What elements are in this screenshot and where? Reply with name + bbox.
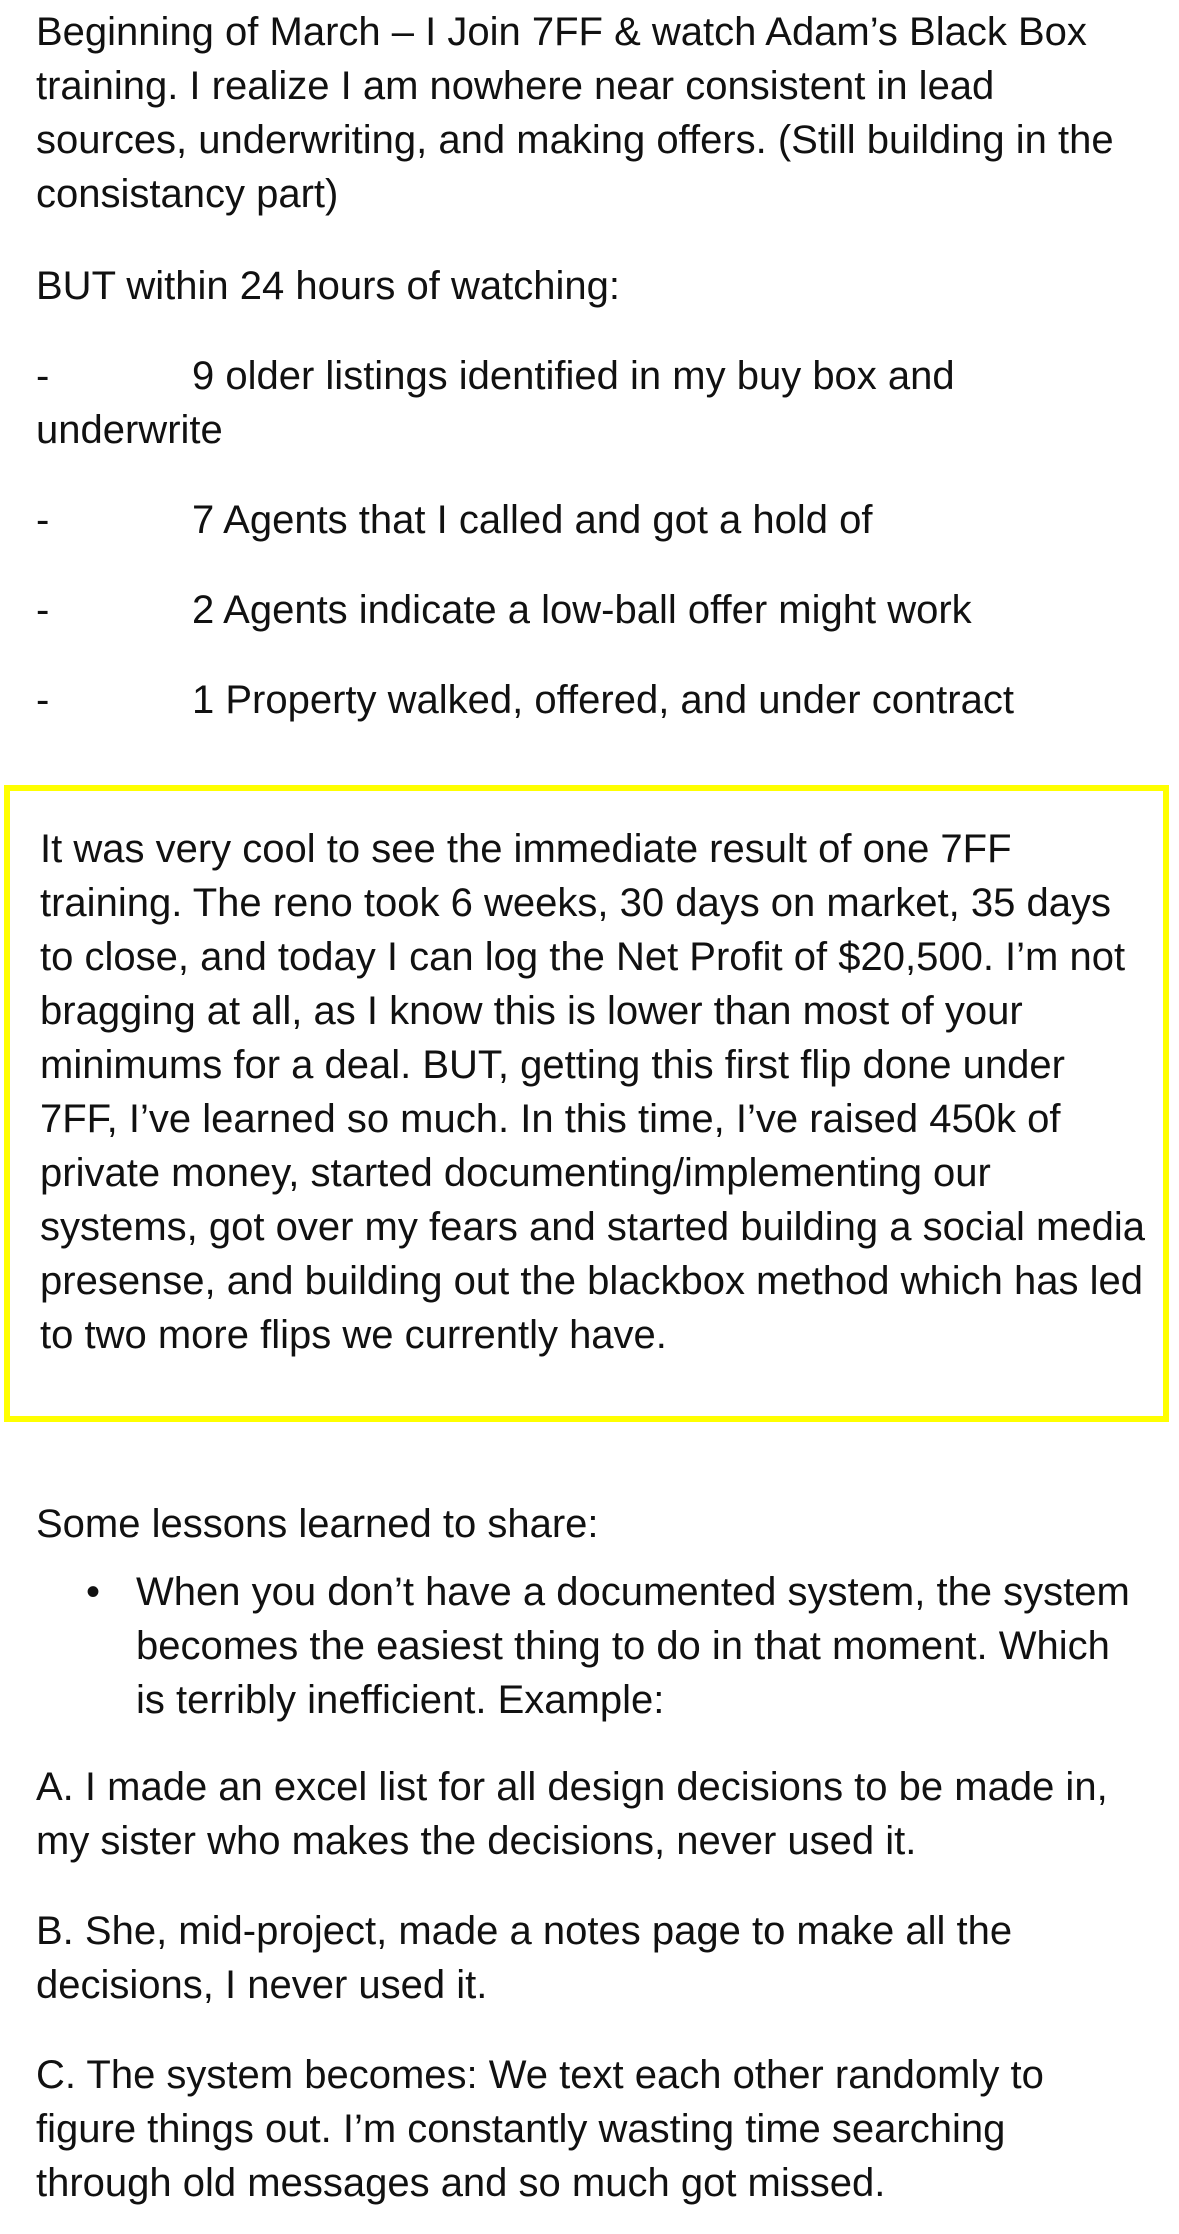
highlight-box (4, 785, 1169, 1422)
result-item-agents-called (36, 493, 1146, 547)
dash-marker: - (36, 354, 50, 398)
within-24-hours-paragraph: BUT within 24 hours of watching: (36, 264, 621, 308)
example-b-paragraph: B. She, mid-project, made a notes page to make all the decisions, I never used it. (36, 1909, 1013, 2007)
example-a-paragraph: A. I made an excel list for all design decisions to be made in, my sister who makes the decisions, never used it. (36, 1765, 1108, 1863)
dash-marker: - (36, 588, 50, 632)
result-item-property (36, 673, 1146, 727)
result-text: 2 Agents indicate a low-ball offer might work (192, 588, 972, 632)
result-text: 9 older listings identified in my buy box and underwrite (36, 354, 955, 452)
result-item-agents-lowball (36, 583, 1146, 637)
lessons-heading: Some lessons learned to share: (36, 1502, 599, 1546)
bullet-marker: • (86, 1570, 101, 1614)
result-text: 7 Agents that I called and got a hold of (192, 498, 873, 542)
dash-marker: - (36, 678, 50, 722)
highlight-paragraph: It was very cool to see the immediate result of one 7FF training. The reno took 6 weeks, 30 days on market, 35 days to close, and today I can log the Net Profit of $20,500. I’m not bragging at all, as I know this is lower than most of your minimums for a deal. BUT, getting this first flip done under 7FF, I’ve learned so much. In this time, I’ve raised 450k of private money, started documenting/implementing our systems, got over my fears and started building a social media presense, and building out the blackbox method which has led to two more flips we currently have. (40, 827, 1145, 1357)
example-c-paragraph: C. The system becomes: We text each other randomly to figure things out. I’m constantly wasting time searching through old messages and so much got missed. (36, 2053, 1044, 2205)
intro-paragraph: Beginning of March – I Join 7FF & watch Adam’s Black Box training. I realize I am nowhere near consistent in lead sources, underwriting, and making offers. (Still building in the consistancy part) (36, 10, 1114, 216)
result-text: 1 Property walked, offered, and under contract (192, 678, 1014, 722)
result-item-listings (36, 349, 1146, 457)
dash-marker: - (36, 498, 50, 542)
lesson-bullet-text: When you don’t have a documented system, the system becomes the easiest thing to do in that moment. Which is terribly inefficient. Example: (136, 1570, 1130, 1722)
